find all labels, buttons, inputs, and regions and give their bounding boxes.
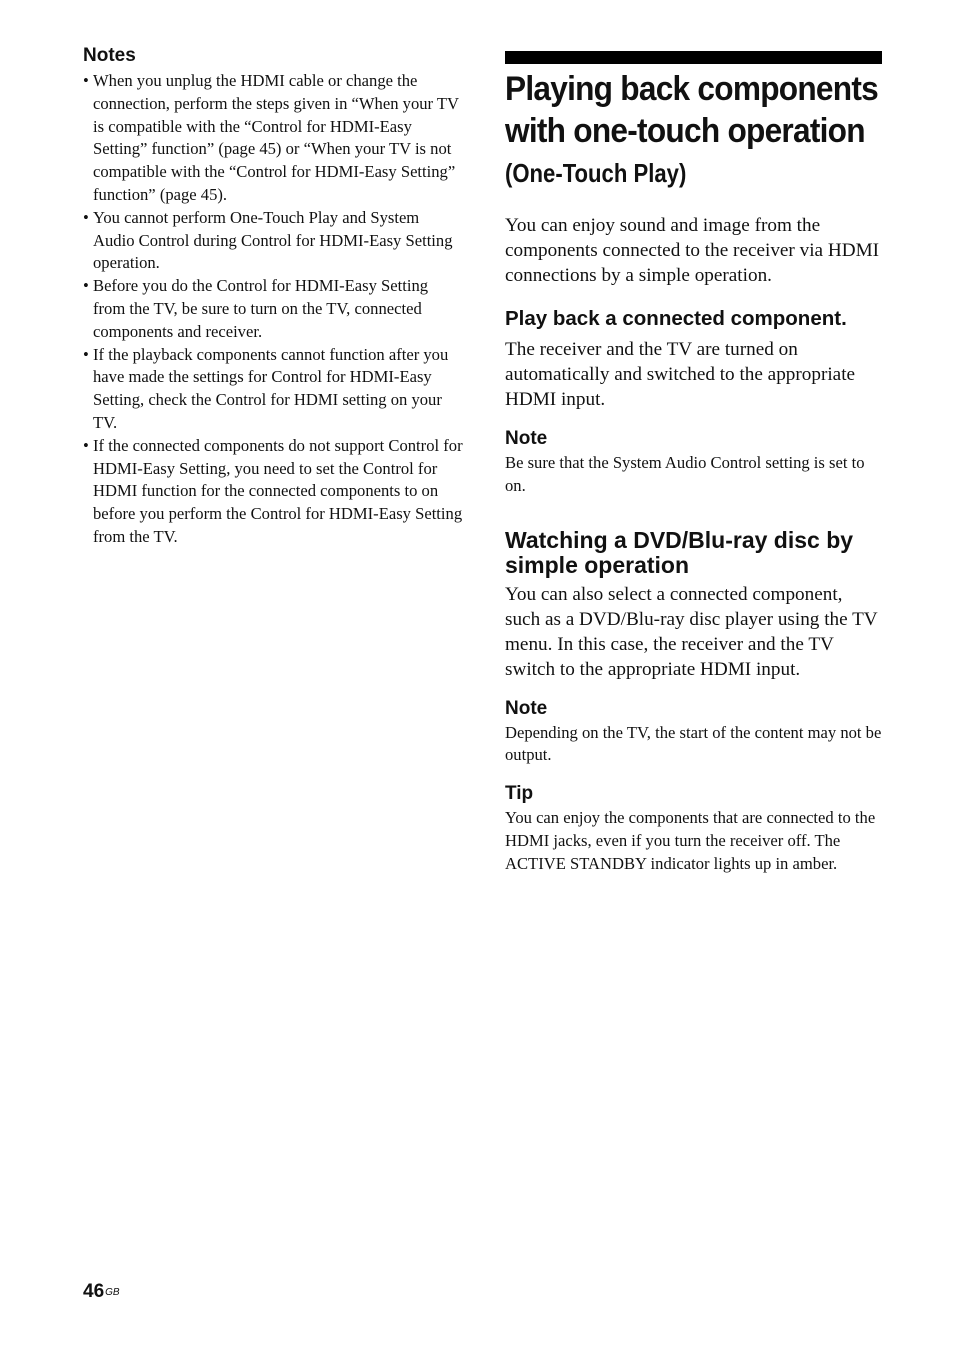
section-body-play-back: The receiver and the TV are turned on automatically and switched to the appropriate HDMI input. [505,339,856,410]
note-item [83,70,463,207]
note-text: If the connected components do not support Control for HDMI-Easy Setting, you need to set the Control for HDMI function for the connected components to on before you perform the Control for HDMI-Easy Setting from the TV. [93,435,463,546]
note-text: Before you do the Control for HDMI-Easy Setting from the TV, be sure to turn on the TV, connected components and receiver. [93,276,429,341]
page-title-line-2: with one-touch operation [505,112,865,150]
notes-column [83,45,463,549]
notes-list [83,70,463,549]
section-body-watching-disc: You can also select a connected component, such as a DVD/Blu-ray disc player using the TV menu. In this case, the receiver and the TV switch to the appropriate HDMI input. [505,583,878,680]
region-code: GB [105,1287,120,1298]
note-text: If the playback components cannot function after you have made the settings for Control for HDMI-Easy Setting, check the Control for HDMI setting on your TV. [93,344,449,432]
note-item [83,344,463,435]
title-rule [505,51,882,64]
main-column [505,51,882,876]
page-title-line-1: Playing back components [505,70,878,108]
note-text: When you unplug the HDMI cable or change the connection, perform the steps given in “When your TV is compatible with the “Control for HDMI-Easy Setting” function” (page 45) or “When your TV is not compatible with the “Control for HDMI-Easy Setting” function” (page 45). [93,71,459,204]
page-title [505,68,878,152]
bullet-icon: • [83,207,89,227]
note-item [83,275,463,343]
page-subtitle: (One-Touch Play) [505,158,687,188]
intro-paragraph: You can enjoy sound and image from the components connected to the receiver via HDMI connections by a simple operation. [505,215,880,286]
page-number-value: 46 [83,1281,105,1302]
tip-heading: Tip [505,783,534,805]
note-text: Depending on the TV, the start of the content may not be output. [505,722,882,765]
note-heading: Note [505,428,548,449]
bullet-icon: • [83,71,89,90]
bullet-icon: • [83,344,89,364]
note-item [83,435,463,549]
notes-heading: Notes [83,45,136,66]
note-item [83,207,463,275]
section-heading-watching-disc: Watching a DVD/Blu-ray disc by simple operation [505,526,854,578]
page-number [83,1281,120,1303]
tip-text: You can enjoy the components that are connected to the HDMI jacks, even if you turn the receiver off. The ACTIVE STANDBY indicator lights up in amber. [505,808,876,873]
section-heading-play-back: Play back a connected component. [505,307,847,330]
note-text: You cannot perform One-Touch Play and System Audio Control during Control for HDMI-Easy Setting operation. [93,207,453,273]
note-heading: Note [505,697,548,719]
bullet-icon: • [83,435,89,455]
bullet-icon: • [83,276,89,296]
note-text: Be sure that the System Audio Control setting is set to on. [505,453,865,495]
